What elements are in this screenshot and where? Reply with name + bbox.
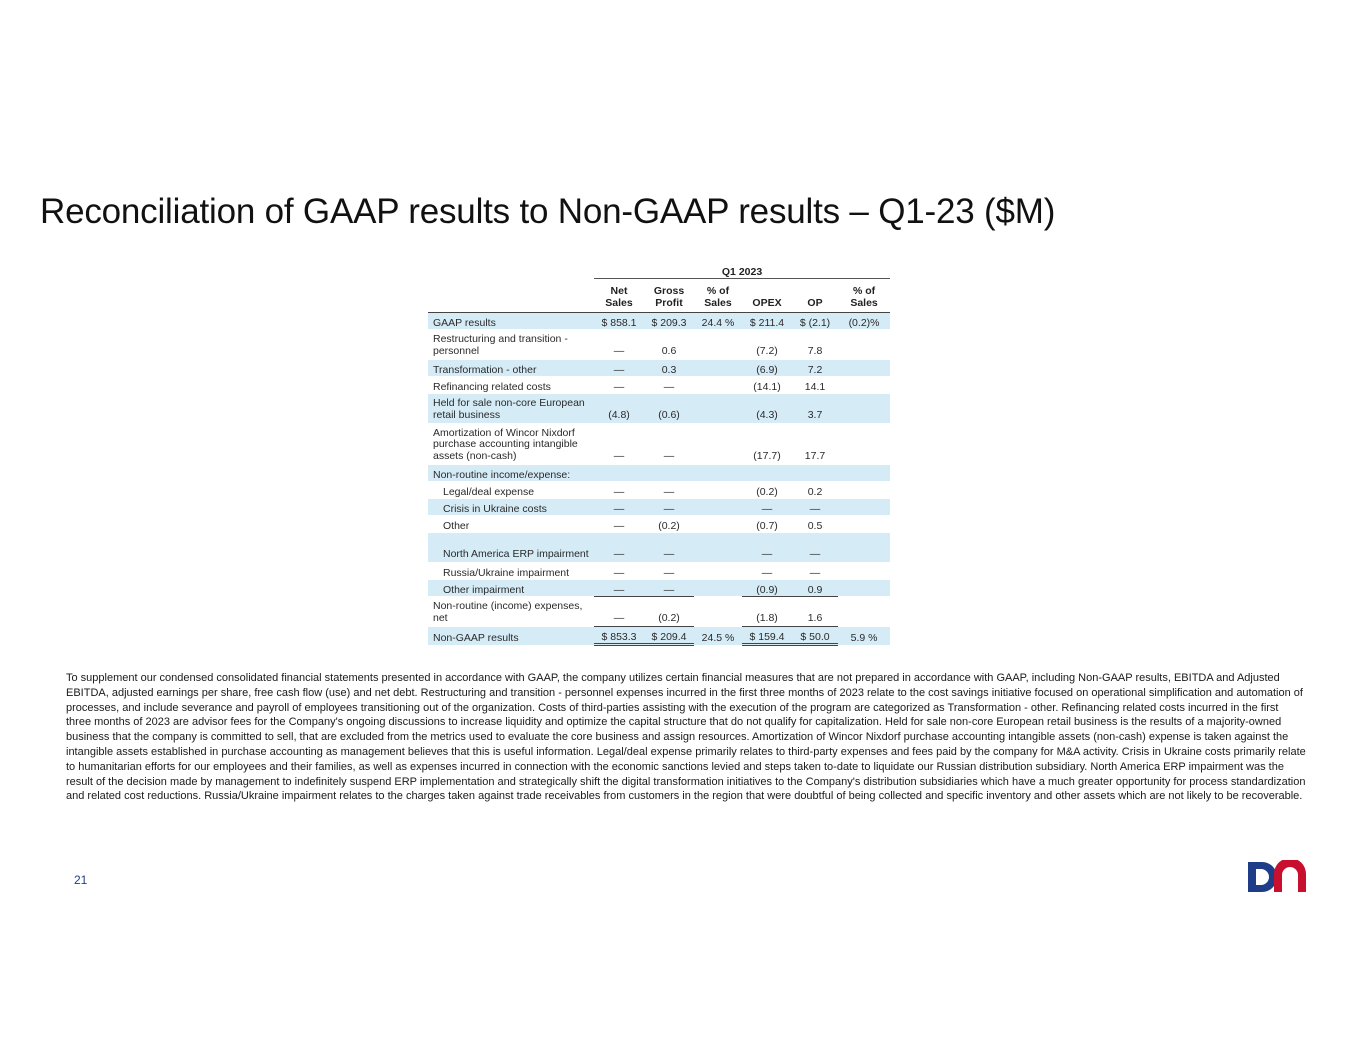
- cell-opex: (0.2): [742, 482, 792, 499]
- row-label: Non-routine (income) expenses, net: [428, 597, 594, 627]
- cell-net-sales: —: [594, 533, 644, 563]
- row-label: Non-GAAP results: [428, 627, 594, 645]
- cell-op: —: [792, 563, 838, 580]
- row-label: Amortization of Wincor Nixdorf purchase accounting intangible assets (non-cash): [428, 424, 594, 465]
- cell-op: 17.7: [792, 424, 838, 465]
- table-row: [428, 580, 890, 597]
- cell-pct-sales: [694, 533, 742, 563]
- slide-title: Reconciliation of GAAP results to Non-GAAP results – Q1-23 ($M): [40, 192, 1056, 231]
- cell-net-sales: $ 853.3: [594, 627, 644, 645]
- cell-op-pct: [838, 394, 890, 424]
- cell-net-sales: —: [594, 580, 644, 597]
- col-header-pct-sales: % of Sales: [704, 285, 732, 309]
- cell-op: 0.9: [792, 580, 838, 597]
- row-label: GAAP results: [428, 313, 594, 330]
- cell-opex: [742, 465, 792, 482]
- cell-opex: (0.7): [742, 516, 792, 533]
- row-label: Restructuring and transition - personnel: [428, 330, 594, 360]
- table-row: [428, 330, 890, 360]
- footnote-text: To supplement our condensed consolidated financial statements presented in accordance with GAAP, the company utilizes certain financial measures that are not prepared in accordance with GAAP, including Non-GAAP results, EBITDA and Adjusted EBITDA, adjusted earnings per share, free cash flow (use) and net debt. Restructuring and transition - personnel expenses incurred in the first three months of 2023 relate to the cost savings initiative focused on operational simplification and automation of processes, and include severance and payroll of employees transitioning out of the organization. Costs of third-parties assisting with the execution of the program are categorized as Transformation - other. Refinancing related costs incurred in the first three months of 2023 are advisor fees for the Company's ongoing discussions to increase liquidity and optimize the capital structure that do not qualify for capitalization. Held for sale non-core European retail business is the results of a majority-owned business that the company is committed to sell, that are excluded from the metrics used to evaluate the core business and assign resources. Amortization of Wincor Nixdorf purchase accounting intangible assets (non-cash) expense is taken against the intangible assets established in purchase accounting as management believes that this is useful information. Legal/deal expense primarily relates to third-party expenses and fees paid by the company for M&A activity. Crisis in Ukraine costs primarily relate to humanitarian efforts for our employees and their families, as well as expenses incurred in connection with the economic sanctions levied and steps taken to-date to liquidate our Russian distribution subsidiary. North America ERP impairment was the result of the decision made by management to indefinitely suspend ERP implementation and strategically shift the digital transformation initiatives to the Company's distribution subsidiaries which have a much greater opportunity for process standardization and related cost reductions. Russia/Ukraine impairment relates to the charges taken against trade receivables from customers in the region that were doubtful of being collected and specific inventory and other assets which are not likely to be recoverable.: [66, 672, 1306, 803]
- logo-d-shape: [1248, 862, 1277, 892]
- cell-net-sales: (4.8): [594, 394, 644, 424]
- cell-net-sales: —: [594, 516, 644, 533]
- cell-pct-sales: [694, 424, 742, 465]
- cell-op-pct: [838, 424, 890, 465]
- period-header-row: [428, 262, 890, 279]
- cell-gross-profit: —: [644, 424, 694, 465]
- logo-n-shape: [1274, 860, 1306, 892]
- cell-pct-sales: [694, 516, 742, 533]
- cell-op-pct: [838, 482, 890, 499]
- table-row: [428, 377, 890, 394]
- col-header-opex: OPEX: [752, 296, 782, 309]
- cell-pct-sales: 24.4 %: [694, 313, 742, 330]
- cell-opex: —: [742, 563, 792, 580]
- cell-pct-sales: [694, 597, 742, 627]
- col-header-op: OP: [807, 296, 823, 309]
- cell-gross-profit: —: [644, 377, 694, 394]
- cell-opex: $ 211.4: [742, 313, 792, 330]
- cell-opex: (1.8): [742, 597, 792, 627]
- cell-opex: (17.7): [742, 424, 792, 465]
- row-label: Russia/Ukraine impairment: [428, 563, 594, 580]
- cell-gross-profit: (0.2): [644, 516, 694, 533]
- cell-pct-sales: [694, 330, 742, 360]
- row-label: Other: [428, 516, 594, 533]
- cell-net-sales: —: [594, 424, 644, 465]
- table-row: [428, 394, 890, 424]
- cell-op-pct: [838, 580, 890, 597]
- cell-opex: (7.2): [742, 330, 792, 360]
- cell-op-pct: [838, 516, 890, 533]
- table-row: [428, 424, 890, 465]
- col-header-gross-profit: Gross Profit: [653, 285, 685, 309]
- cell-op-pct: [838, 533, 890, 563]
- cell-gross-profit: —: [644, 563, 694, 580]
- cell-pct-sales: [694, 499, 742, 516]
- cell-op: $ (2.1): [792, 313, 838, 330]
- cell-opex: —: [742, 499, 792, 516]
- cell-pct-sales: [694, 394, 742, 424]
- table-row: [428, 516, 890, 533]
- cell-net-sales: —: [594, 499, 644, 516]
- col-header-net-sales: Net Sales: [605, 285, 633, 309]
- column-header-row: [428, 279, 890, 313]
- cell-op-pct: [838, 563, 890, 580]
- cell-opex: $ 159.4: [742, 627, 792, 645]
- cell-gross-profit: —: [644, 499, 694, 516]
- cell-op-pct: [838, 597, 890, 627]
- cell-op: 3.7: [792, 394, 838, 424]
- cell-net-sales: [594, 465, 644, 482]
- cell-op: 14.1: [792, 377, 838, 394]
- cell-pct-sales: 24.5 %: [694, 627, 742, 645]
- cell-op-pct: 5.9 %: [838, 627, 890, 645]
- cell-opex: (6.9): [742, 360, 792, 377]
- table-row: [428, 360, 890, 377]
- cell-opex: (4.3): [742, 394, 792, 424]
- cell-gross-profit: $ 209.3: [644, 313, 694, 330]
- cell-net-sales: —: [594, 377, 644, 394]
- cell-gross-profit: —: [644, 533, 694, 563]
- cell-op: —: [792, 499, 838, 516]
- row-label: Refinancing related costs: [428, 377, 594, 394]
- cell-net-sales: $ 858.1: [594, 313, 644, 330]
- cell-gross-profit: (0.6): [644, 394, 694, 424]
- table-row: [428, 482, 890, 499]
- cell-gross-profit: —: [644, 482, 694, 499]
- row-label: Crisis in Ukraine costs: [428, 499, 594, 516]
- cell-op: 7.8: [792, 330, 838, 360]
- cell-net-sales: —: [594, 360, 644, 377]
- cell-pct-sales: [694, 563, 742, 580]
- cell-net-sales: —: [594, 563, 644, 580]
- cell-op: $ 50.0: [792, 627, 838, 645]
- table-row: [428, 499, 890, 516]
- row-label: North America ERP impairment: [428, 533, 594, 563]
- cell-gross-profit: (0.2): [644, 597, 694, 627]
- table-row: [428, 533, 890, 563]
- cell-op: 0.5: [792, 516, 838, 533]
- cell-opex: (14.1): [742, 377, 792, 394]
- row-label: Held for sale non-core European retail business: [428, 394, 594, 424]
- page-number: 21: [74, 873, 88, 887]
- cell-op: 0.2: [792, 482, 838, 499]
- cell-op-pct: (0.2)%: [838, 313, 890, 330]
- cell-pct-sales: [694, 377, 742, 394]
- cell-opex: (0.9): [742, 580, 792, 597]
- cell-op-pct: [838, 330, 890, 360]
- cell-op: 7.2: [792, 360, 838, 377]
- dn-logo: [1246, 860, 1308, 896]
- cell-op: —: [792, 533, 838, 563]
- cell-pct-sales: [694, 482, 742, 499]
- row-label: Other impairment: [428, 580, 594, 597]
- cell-gross-profit: 0.6: [644, 330, 694, 360]
- cell-op-pct: [838, 377, 890, 394]
- table-row: [428, 313, 890, 330]
- table-row: [428, 597, 890, 627]
- cell-gross-profit: [644, 465, 694, 482]
- table-row: [428, 465, 890, 482]
- cell-net-sales: —: [594, 597, 644, 627]
- cell-pct-sales: [694, 360, 742, 377]
- col-header-op-pct: % of Sales: [850, 285, 878, 309]
- cell-gross-profit: $ 209.4: [644, 627, 694, 645]
- cell-gross-profit: 0.3: [644, 360, 694, 377]
- table-row: [428, 627, 890, 645]
- row-label: Non-routine income/expense:: [428, 465, 594, 482]
- cell-op: 1.6: [792, 597, 838, 627]
- cell-op-pct: [838, 360, 890, 377]
- reconciliation-table: [428, 262, 890, 646]
- table-row: [428, 563, 890, 580]
- cell-net-sales: —: [594, 482, 644, 499]
- cell-net-sales: —: [594, 330, 644, 360]
- cell-opex: —: [742, 533, 792, 563]
- cell-gross-profit: —: [644, 580, 694, 597]
- row-label: Legal/deal expense: [428, 482, 594, 499]
- row-label: Transformation - other: [428, 360, 594, 377]
- period-label: Q1 2023: [594, 262, 890, 279]
- cell-op: [792, 465, 838, 482]
- cell-op-pct: [838, 465, 890, 482]
- cell-pct-sales: [694, 465, 742, 482]
- cell-op-pct: [838, 499, 890, 516]
- cell-pct-sales: [694, 580, 742, 597]
